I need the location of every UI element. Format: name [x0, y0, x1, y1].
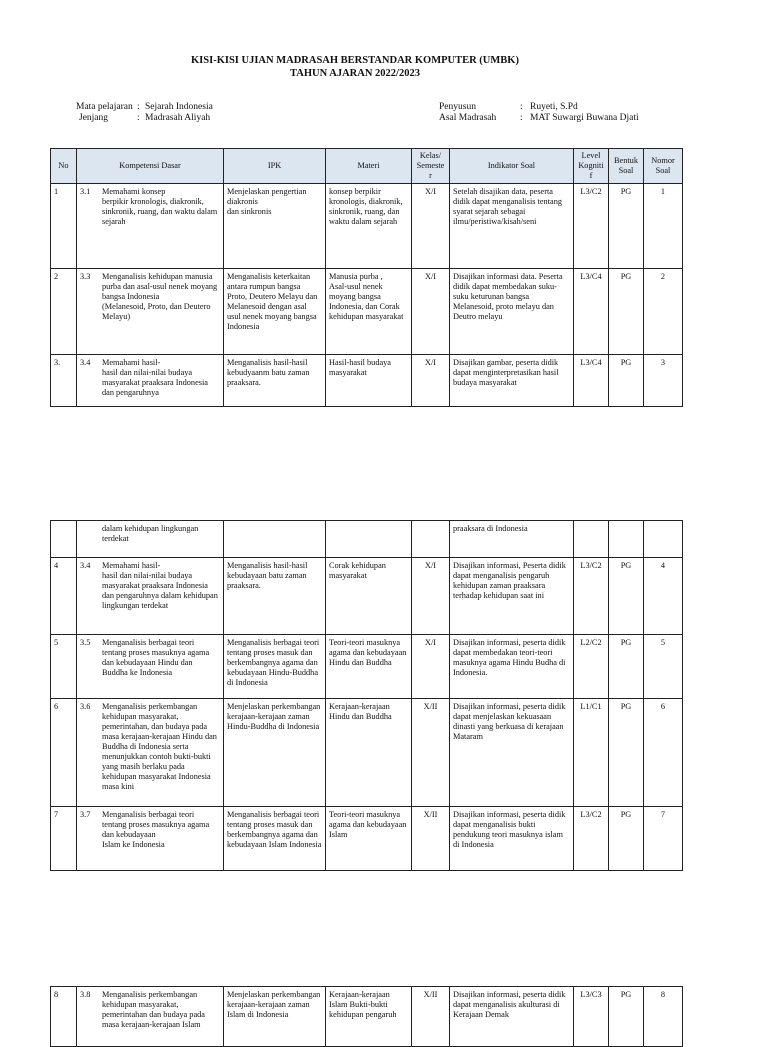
level-kognitif: [574, 521, 609, 558]
kd-text: Menganalisis kehidupan manusia purba dan asal-usul nenek moyang bangsa Indonesia (Melanesoid, Proto, dan Deutero Melayu): [102, 272, 218, 321]
kisi-table-page2: [50, 520, 683, 871]
indikator-soal: Disajikan informasi, peserta didik dapat menjelaskan kekuasaan dinasti yang berkuasa di kerajaan Mataram: [450, 699, 574, 807]
table-row: [51, 558, 683, 635]
row-no: 4: [51, 558, 77, 635]
kelas-semester: X/II: [412, 807, 450, 871]
kompetensi-dasar: [77, 807, 224, 871]
level-kognitif: L3/C2: [574, 184, 609, 269]
table-row: [51, 184, 683, 269]
materi-cell: Hasil-hasil budaya masyarakat: [326, 355, 412, 407]
col-header: Level Kogniti f: [574, 149, 609, 184]
table-row: [51, 987, 683, 1047]
kompetensi-dasar: [77, 269, 224, 355]
kelas-semester: X/I: [412, 269, 450, 355]
indikator-soal: Setelah disajikan data, peserta didik dapat menganalisis tentang syarat sejarah sebagai ilmu/peristiwa/kisah/seni: [450, 184, 574, 269]
kd-number: 3.3: [80, 272, 91, 281]
kelas-semester: X/II: [412, 987, 450, 1047]
kd-text: Memahami konsep berpikir kronologis, diakronik, sinkronik, ruang, dan waktu dalam sejarah: [102, 187, 218, 226]
jenjang-label: Jenjang: [79, 113, 109, 123]
nomor-soal: 8: [644, 987, 683, 1047]
row-no: [51, 521, 77, 558]
kompetensi-dasar: [77, 184, 224, 269]
col-header: Bentuk Soal: [609, 149, 644, 184]
row-no: 1: [51, 184, 77, 269]
ipk-cell: Menganalisis berbagai teori tentang proses masuk dan berkembangnya agama dan kebudayaan Hindu-Buddha di Indonesia: [224, 635, 326, 699]
kd-number: 3.6: [80, 702, 91, 711]
nomor-soal: 7: [644, 807, 683, 871]
jenjang-value: Madrasah Aliyah: [145, 113, 211, 123]
kd-text: Menganalisis berbagai teori tentang proses masuknya agama dan kebudayaan Hindu dan Buddha ke Indonesia: [102, 638, 210, 677]
col-header: Nomor Soal: [644, 149, 683, 184]
materi-cell: konsep berpikir kronologis, diakronik, sinkronik, ruang, dan waktu dalam sejarah: [326, 184, 412, 269]
ipk-cell: Menjelaskan pengertian diakronis dan sinkronis: [224, 184, 326, 269]
kisi-table-page1: [50, 148, 683, 407]
mapel-value: Sejarah Indonesia: [145, 102, 213, 112]
asal-label: Asal Madrasah: [439, 113, 497, 123]
ipk-cell: Menjelaskan perkembangan kerajaan-kerajaan zaman Islam di Indonesia: [224, 987, 326, 1047]
bentuk-soal: PG: [609, 184, 644, 269]
kd-number: [80, 524, 102, 544]
col-header: Kelas/ Semeste r: [412, 149, 450, 184]
kelas-semester: X/I: [412, 184, 450, 269]
indikator-soal: Disajikan informasi data. Peserta didik dapat membedakan suku-suku keturunan bangsa Melanesoid, proto melayu dan Deutro melayu: [450, 269, 574, 355]
nomor-soal: [644, 521, 683, 558]
table-row: [51, 521, 683, 558]
bentuk-soal: PG: [609, 699, 644, 807]
row-no: 6: [51, 699, 77, 807]
kd-number: 3.5: [80, 638, 91, 647]
col-header: IPK: [224, 149, 326, 184]
indikator-soal: Disajikan informasi, peserta didik dapat membedakan teori-teori masuknya agama Hindu Budha di Indonesia.: [450, 635, 574, 699]
level-kognitif: L1/C1: [574, 699, 609, 807]
mapel-label: Mata pelajaran: [76, 102, 133, 112]
nomor-soal: 5: [644, 635, 683, 699]
kd-number: 3.8: [80, 990, 91, 999]
materi-cell: Teori-teori masuknya agama dan kebudayaan Islam: [326, 807, 412, 871]
ipk-cell: Menganalisis berbagai teori tentang proses masuk dan berkembangnya agama dan kebudayaan Islam Indonesia: [224, 807, 326, 871]
col-header: No: [51, 149, 77, 184]
kd-number: 3.4: [80, 358, 91, 367]
kelas-semester: X/I: [412, 635, 450, 699]
materi-cell: [326, 521, 412, 558]
indikator-soal: Disajikan gambar, peserta didik dapat menginterpretasikan hasil budaya masyarakat: [450, 355, 574, 407]
colon: :: [137, 102, 140, 112]
ipk-cell: Menganalisis hasil-hasil kebudyaanm batu zaman praaksara.: [224, 355, 326, 407]
table-header-row: [51, 149, 683, 184]
materi-cell: Kerajaan-kerajaan Hindu dan Buddha: [326, 699, 412, 807]
indikator-soal: Disajikan informasi, peserta didik dapat menganalisis bukti pendukung teori masuknya islam di Indonesia: [450, 807, 574, 871]
materi-cell: Corak kehidupan masyarakat: [326, 558, 412, 635]
penyusun-value: Ruyeti, S.Pd: [530, 102, 578, 112]
kd-text: Memahami hasil- hasil dan nilai-nilai budaya masyarakat praaksara Indonesia dan pengaruhnya dalam kehidupan lingkungan terdekat: [102, 561, 218, 610]
nomor-soal: 3: [644, 355, 683, 407]
row-no: 8: [51, 987, 77, 1047]
penyusun-label: Penyusun: [439, 102, 476, 112]
table-row: [51, 355, 683, 407]
colon: :: [137, 113, 140, 123]
col-header: Materi: [326, 149, 412, 184]
kd-text: Menganalisis perkembangan kehidupan masyarakat, pemerintahan dan budaya pada masa kerajaan-kerajaan Islam: [102, 990, 205, 1029]
nomor-soal: 1: [644, 184, 683, 269]
bentuk-soal: PG: [609, 355, 644, 407]
kd-number: 3.4: [80, 561, 91, 570]
nomor-soal: 6: [644, 699, 683, 807]
materi-cell: Kerajaan-kerajaan Islam Bukti-bukti kehidupan pengaruh: [326, 987, 412, 1047]
bentuk-soal: [609, 521, 644, 558]
ipk-cell: [224, 521, 326, 558]
kisi-table-page3: [50, 986, 683, 1047]
ipk-cell: Menganalisis keterkaitan antara rumpun bangsa Proto, Deutero Melayu dan Melanesoid dengan asal usul nenek moyang bangsa Indonesia: [224, 269, 326, 355]
kd-number: 3.1: [80, 187, 91, 196]
materi-cell: Teori-teori masuknya agama dan kebudayaan Hindu dan Buddha: [326, 635, 412, 699]
asal-value: MAT Suwargi Buwana Djati: [530, 113, 639, 123]
bentuk-soal: PG: [609, 635, 644, 699]
indikator-soal: Disajikan informasi, Peserta didik dapat menganalisis pengaruh kehidupan zaman praaksara terhadap kehidupan saat ini: [450, 558, 574, 635]
table-row: [51, 635, 683, 699]
level-kognitif: L2/C2: [574, 635, 609, 699]
nomor-soal: 2: [644, 269, 683, 355]
row-no: 7: [51, 807, 77, 871]
kd-number: 3.7: [80, 810, 91, 819]
kd-text: Memahami hasil- hasil dan nilai-nilai budaya masyarakat praaksara Indonesia dan pengaruhnya: [102, 358, 208, 397]
level-kognitif: L3/C3: [574, 987, 609, 1047]
bentuk-soal: PG: [609, 558, 644, 635]
col-header: Kompetensi Dasar: [77, 149, 224, 184]
materi-cell: Manusia purba , Asal-usul nenek moyang bangsa Indonesia, dan Corak kehidupan masyarakat: [326, 269, 412, 355]
kompetensi-dasar: [77, 558, 224, 635]
row-no: 3.: [51, 355, 77, 407]
level-kognitif: L3/C2: [574, 807, 609, 871]
level-kognitif: L3/C4: [574, 355, 609, 407]
bentuk-soal: PG: [609, 807, 644, 871]
kompetensi-dasar: [77, 355, 224, 407]
table-row: [51, 699, 683, 807]
row-no: 5: [51, 635, 77, 699]
table-row: [51, 269, 683, 355]
kelas-semester: [412, 521, 450, 558]
kelas-semester: X/I: [412, 355, 450, 407]
indikator-soal: Disajikan informasi, peserta didik dapat menganalisis akulturasi di Kerajaan Demak: [450, 987, 574, 1047]
doc-subtitle: TAHUN AJARAN 2022/2023: [290, 68, 420, 79]
row-no: 2: [51, 269, 77, 355]
ipk-cell: Menjelaskan perkembangan kerajaan-kerajaan zaman Hindu-Buddha di Indonesia: [224, 699, 326, 807]
kelas-semester: X/I: [412, 558, 450, 635]
kompetensi-dasar: [77, 987, 224, 1047]
bentuk-soal: PG: [609, 269, 644, 355]
doc-title: KISI-KISI UJIAN MADRASAH BERSTANDAR KOMPUTER (UMBK): [191, 55, 519, 66]
colon: :: [520, 102, 523, 112]
bentuk-soal: PG: [609, 987, 644, 1047]
col-header: Indikator Soal: [450, 149, 574, 184]
kd-text: dalam kehidupan lingkungan terdekat: [102, 524, 199, 543]
colon: :: [520, 113, 523, 123]
kd-text: Menganalisis perkembangan kehidupan masyarakat, pemerintahan, dan budaya pada masa kerajaan-kerajaan Hindu dan Buddha di Indonesia serta menunjukkan contoh bukti-bukti yang masih berlaku pada kehidupan masyarakat Indonesia masa kini: [102, 702, 217, 791]
kd-text: Menganalisis berbagai teori tentang proses masuknya agama dan kebudayaan Islam ke Indonesia: [102, 810, 210, 849]
kelas-semester: X/II: [412, 699, 450, 807]
level-kognitif: L3/C2: [574, 558, 609, 635]
nomor-soal: 4: [644, 558, 683, 635]
indikator-soal: praaksara di Indonesia: [450, 521, 574, 558]
ipk-cell: Menganalisis hasil-hasil kebudayaan batu zaman praaksara.: [224, 558, 326, 635]
table-row: [51, 807, 683, 871]
kompetensi-dasar: [77, 521, 224, 558]
level-kognitif: L3/C4: [574, 269, 609, 355]
kompetensi-dasar: [77, 635, 224, 699]
kompetensi-dasar: [77, 699, 224, 807]
